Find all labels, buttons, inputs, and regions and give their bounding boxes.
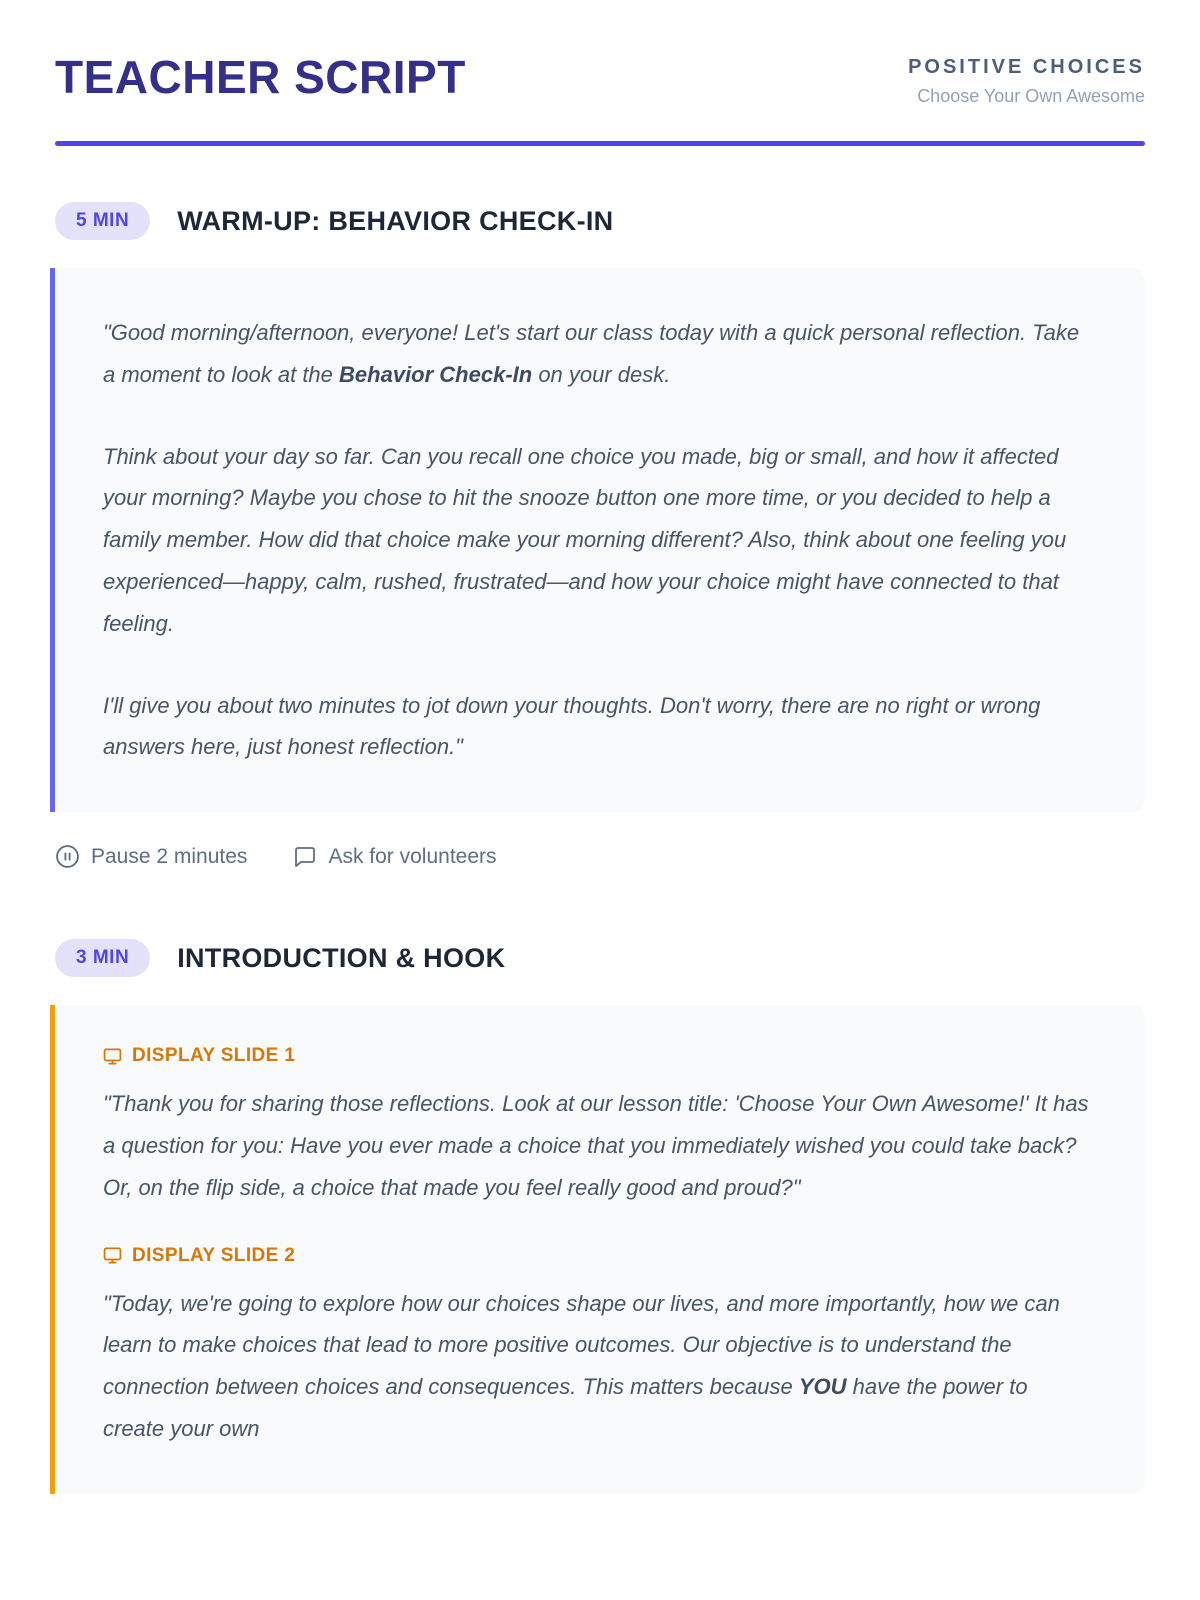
brand-name: POSITIVE CHOICES: [908, 56, 1145, 78]
slide-1-script: [103, 1083, 1093, 1208]
meta-row: [55, 844, 1145, 869]
script-text: "Today, we're going to explore how our choices shape our lives, and more importantly, how we can learn to make choices that lead to more positive outcomes. Our objective is to understand the connection between choices and consequences. This matters because: [103, 1290, 1060, 1400]
script-paragraph: [103, 685, 1093, 769]
script-text: "Good morning/afternoon, everyone! Let's start our class today with a quick personal reflection. Take a moment to look at the: [103, 320, 1080, 387]
slide-2-script: [103, 1283, 1093, 1450]
page-header: [55, 0, 1145, 107]
section-intro-head: [55, 939, 1145, 977]
script-text: on your desk.: [532, 361, 671, 387]
script-emphasis: Behavior Check-In: [339, 361, 533, 387]
monitor-icon: [103, 1246, 122, 1265]
pause-note: [55, 844, 247, 869]
pause-note-label: Pause 2 minutes: [91, 844, 248, 868]
script-text: I'll give you about two minutes to jot down your thoughts. Don't worry, there are no right or wrong answers here, just honest reflection.": [103, 692, 1041, 760]
header-divider: [55, 141, 1145, 146]
display-slide-2-text: DISPLAY SLIDE 2: [132, 1244, 296, 1266]
monitor-icon: [103, 1047, 122, 1066]
section-warmup-head: [55, 202, 1145, 240]
script-text: have the power to create your own: [103, 1374, 1028, 1441]
section-intro: [55, 939, 1145, 1494]
volunteers-note: [293, 845, 496, 869]
script-text: "Thank you for sharing those reflections. Look at our lesson title: 'Choose Your Own Awesome!' It has a question for you: Have you ever made a choice that you immediately wished you could take back? Or, on the flip side, a choice that made you feel really good and proud?": [103, 1091, 1089, 1200]
volunteers-note-label: Ask for volunteers: [328, 844, 497, 868]
script-paragraph: [103, 436, 1093, 645]
script-text: Think about your day so far. Can you recall one choice you made, big or small, and how it affected your morning? Maybe you chose to hit the snooze button one more time, or you decided to help a family member. How did that choice make your morning different? Also, think about one feeling you experienced—happy, calm, rushed, frustrated—and how your choice might have connected to that feeling.: [103, 443, 1067, 636]
section-warmup: [55, 202, 1145, 869]
section-title-warmup: WARM-UP: BEHAVIOR CHECK-IN: [177, 205, 614, 236]
brand-block: [908, 52, 1145, 107]
speech-bubble-icon: [293, 845, 317, 869]
display-slide-1-text: DISPLAY SLIDE 1: [132, 1045, 296, 1067]
script-paragraph: [103, 312, 1093, 396]
brand-tagline: Choose Your Own Awesome: [917, 86, 1145, 106]
display-slide-2-label: [103, 1245, 1093, 1267]
script-emphasis: YOU: [798, 1374, 847, 1400]
display-slide-1-label: [103, 1045, 1093, 1067]
section-title-intro: INTRODUCTION & HOOK: [177, 942, 506, 973]
pause-circle-icon: [55, 844, 80, 869]
page-title: TEACHER SCRIPT: [55, 51, 466, 103]
script-block-warmup: [50, 268, 1145, 812]
script-paragraph: [103, 1083, 1093, 1208]
script-block-intro: [50, 1005, 1145, 1494]
duration-badge: 5 MIN: [55, 202, 150, 240]
script-paragraph: [103, 1283, 1093, 1450]
duration-badge: 3 MIN: [55, 939, 150, 977]
